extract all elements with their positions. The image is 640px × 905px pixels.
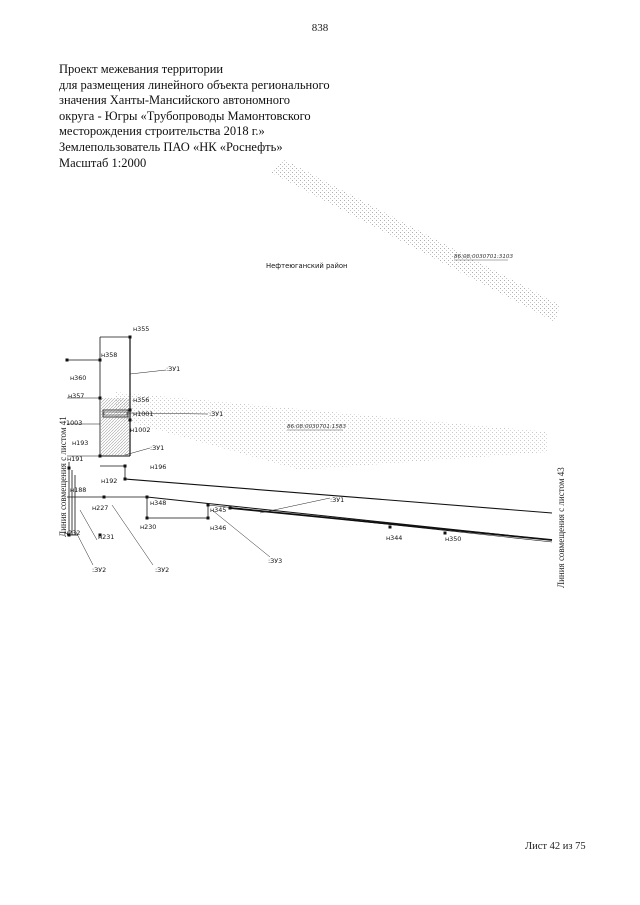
header-line: месторождения строительства 2018 г.» <box>59 124 265 139</box>
header-line: Проект межевания территории <box>59 62 224 76</box>
point-label: н360 <box>70 374 87 382</box>
right-junction-label: Линия совмещения с листом 43 <box>556 467 566 588</box>
point-label: н196 <box>150 463 167 471</box>
point-label: н227 <box>92 504 109 512</box>
point-label: н191 <box>67 455 84 463</box>
cadastral-number: 86:08:0030701:1583 <box>287 424 347 430</box>
district-label: Нефтеюганский район <box>266 262 348 270</box>
point-label: н188 <box>70 486 87 494</box>
parcel-label: :ЗУ3 <box>268 557 283 565</box>
header-line: округа - Югры «Трубопроводы Мамонтовского <box>59 108 311 123</box>
point-label: н230 <box>140 523 157 531</box>
parcel-label: :ЗУ2 <box>155 566 170 574</box>
hatched-parcel-area <box>101 398 129 456</box>
scan-speckle-band <box>115 392 548 470</box>
header-line: для размещения линейного объекта регионального <box>59 77 330 92</box>
parcel-label: :ЗУ2 <box>92 566 107 574</box>
scan-speckle-band <box>270 160 560 322</box>
point-label: н1001 <box>133 410 154 418</box>
header-line: значения Ханты-Мансийского автономного <box>59 93 291 108</box>
header-line: Землепользователь ПАО «НК «Роснефть» <box>59 139 283 154</box>
point-label: н346 <box>210 524 227 532</box>
page-number: 838 <box>311 22 329 34</box>
point-label: н231 <box>98 533 115 541</box>
point-label: н348 <box>150 499 167 507</box>
parcel-label: :ЗУ1 <box>209 410 224 418</box>
point-label: н193 <box>72 439 89 447</box>
point-label: н345 <box>210 506 227 514</box>
point-label: н358 <box>101 351 118 359</box>
point-label: н356 <box>133 396 150 404</box>
cadastral-number: 86:08:0030701:3103 <box>454 254 514 260</box>
parcel-label: :ЗУ1 <box>166 365 181 373</box>
sheet-counter: Лист 42 из 75 <box>525 841 586 852</box>
parcel-label: :ЗУ1 <box>330 496 345 504</box>
scale-line: Масштаб 1:2000 <box>59 155 147 170</box>
point-label: н357 <box>68 392 85 400</box>
point-label: н192 <box>101 477 118 485</box>
point-label: н232 <box>64 529 81 537</box>
point-label: н1002 <box>130 426 151 434</box>
left-junction-label: Линия совмещения с листом 41 <box>58 416 68 537</box>
point-label: н355 <box>133 325 150 333</box>
point-label: н350 <box>445 535 462 543</box>
point-label: 1003 <box>66 419 83 427</box>
point-label: н344 <box>386 534 403 542</box>
parcel-label: :ЗУ1 <box>150 444 165 452</box>
